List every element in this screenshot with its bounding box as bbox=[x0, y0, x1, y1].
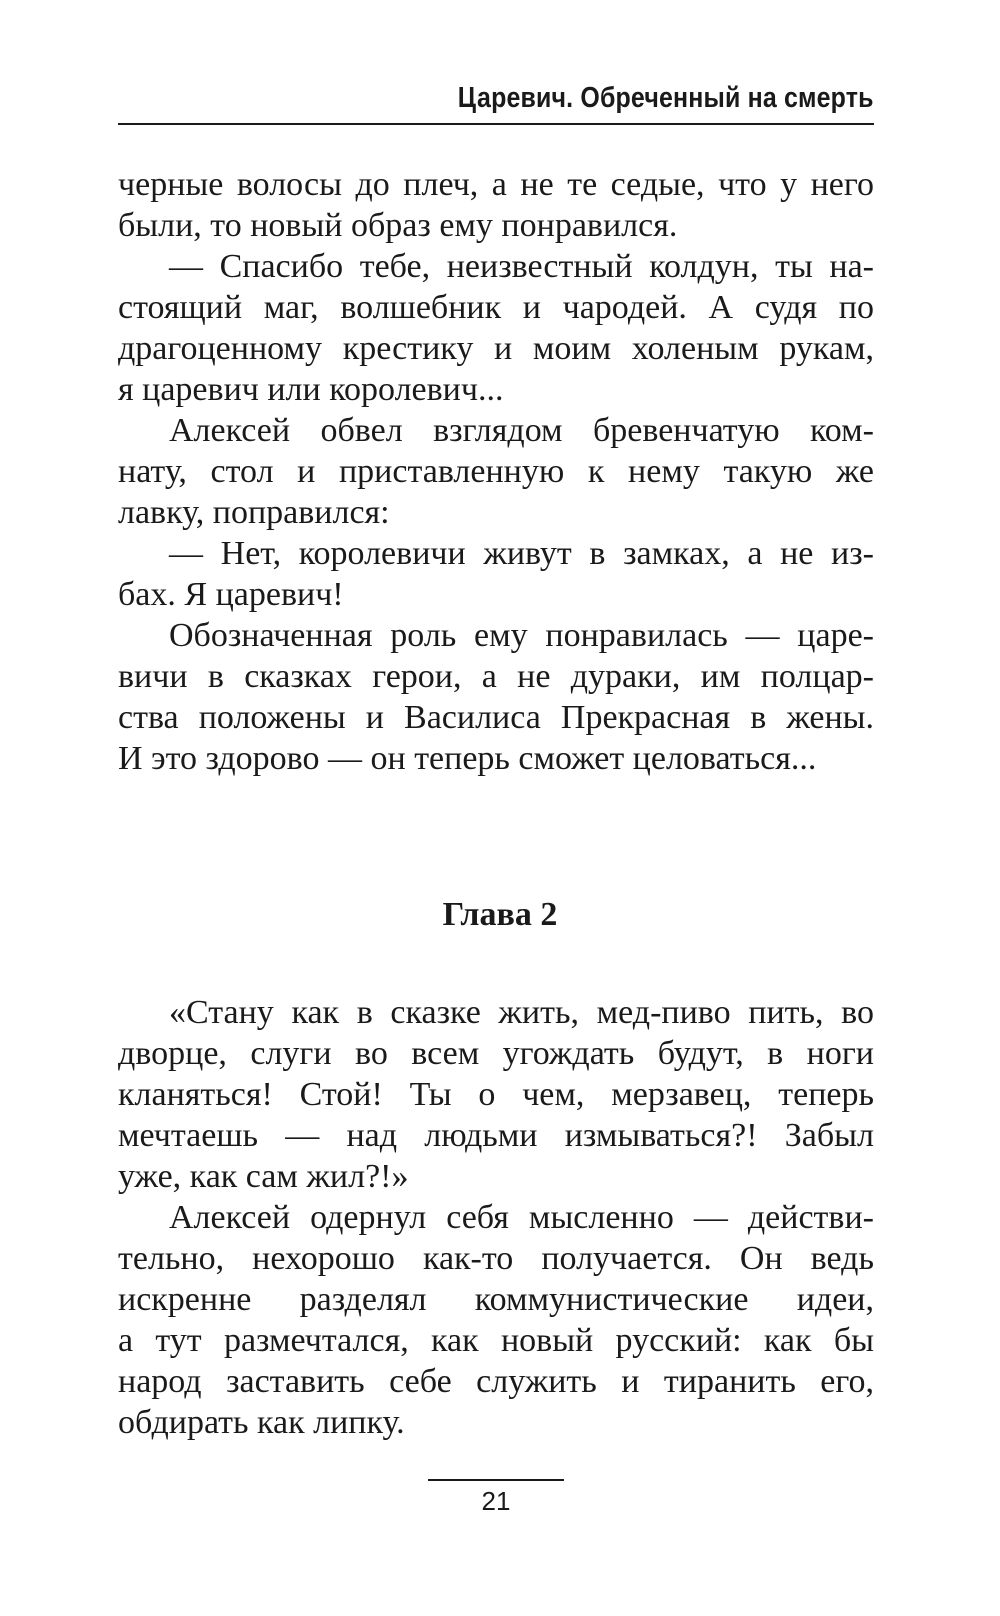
text-line: Алексей обвел взглядом бревенчатую ком- bbox=[169, 412, 874, 449]
header-rule bbox=[118, 123, 874, 125]
text-line: Обозначенная роль ему понравилась — царе- bbox=[169, 617, 874, 654]
text-line: дворце, слуги во всем угождать будут, в ноги bbox=[118, 1035, 874, 1072]
text-line: бах. Я царевич! bbox=[118, 576, 344, 613]
text-line: я царевич или королевич... bbox=[118, 371, 504, 408]
text-line: стоящий маг, волшебник и чародей. А судя по bbox=[118, 289, 874, 326]
page-number: 21 bbox=[481, 1486, 511, 1516]
text-line: мечтаешь — над людьми измываться?! Забыл bbox=[118, 1117, 874, 1154]
text-line: И это здорово — он теперь сможет целоваться... bbox=[118, 740, 817, 777]
text-line: — Спасибо тебе, неизвестный колдун, ты на- bbox=[169, 248, 874, 285]
text-section-1 bbox=[118, 164, 874, 779]
text-line: уже, как сам жил?!» bbox=[118, 1158, 409, 1195]
text-line: Алексей одернул себя мысленно — действи- bbox=[169, 1199, 874, 1236]
text-line: тельно, нехорошо как-то получается. Он ведь bbox=[118, 1240, 874, 1277]
text-line: «Стану как в сказке жить, мед-пиво пить, во bbox=[169, 994, 874, 1031]
text-section-2 bbox=[118, 992, 874, 1443]
text-line: — Нет, королевичи живут в замках, а не из- bbox=[169, 535, 874, 572]
text-line: нату, стол и приставленную к нему такую же bbox=[118, 453, 874, 490]
text-line: драгоценному крестику и моим холеным рукам, bbox=[118, 330, 874, 367]
text-line: народ заставить себе служить и тиранить его, bbox=[118, 1363, 874, 1400]
text-line: а тут размечтался, как новый русский: как бы bbox=[118, 1322, 874, 1359]
text-line: искренне разделял коммунистические идеи, bbox=[118, 1281, 874, 1318]
text-line: обдирать как липку. bbox=[118, 1404, 405, 1441]
text-line: лавку, поправился: bbox=[118, 494, 390, 531]
text-line: черные волосы до плеч, а не те седые, что у него bbox=[118, 166, 874, 203]
text-line: ства положены и Василиса Прекрасная в жены. bbox=[118, 699, 874, 736]
text-line: были, то новый образ ему понравился. bbox=[118, 207, 678, 244]
text-line: вичи в сказках герои, а не дураки, им полцар- bbox=[118, 658, 874, 695]
footer-rule bbox=[428, 1479, 564, 1481]
running-head-title: Царевич. Обреченный на смерть bbox=[458, 82, 874, 114]
chapter-heading: Глава 2 bbox=[442, 896, 558, 933]
text-line: кланяться! Стой! Ты о чем, мерзавец, теперь bbox=[118, 1076, 874, 1113]
